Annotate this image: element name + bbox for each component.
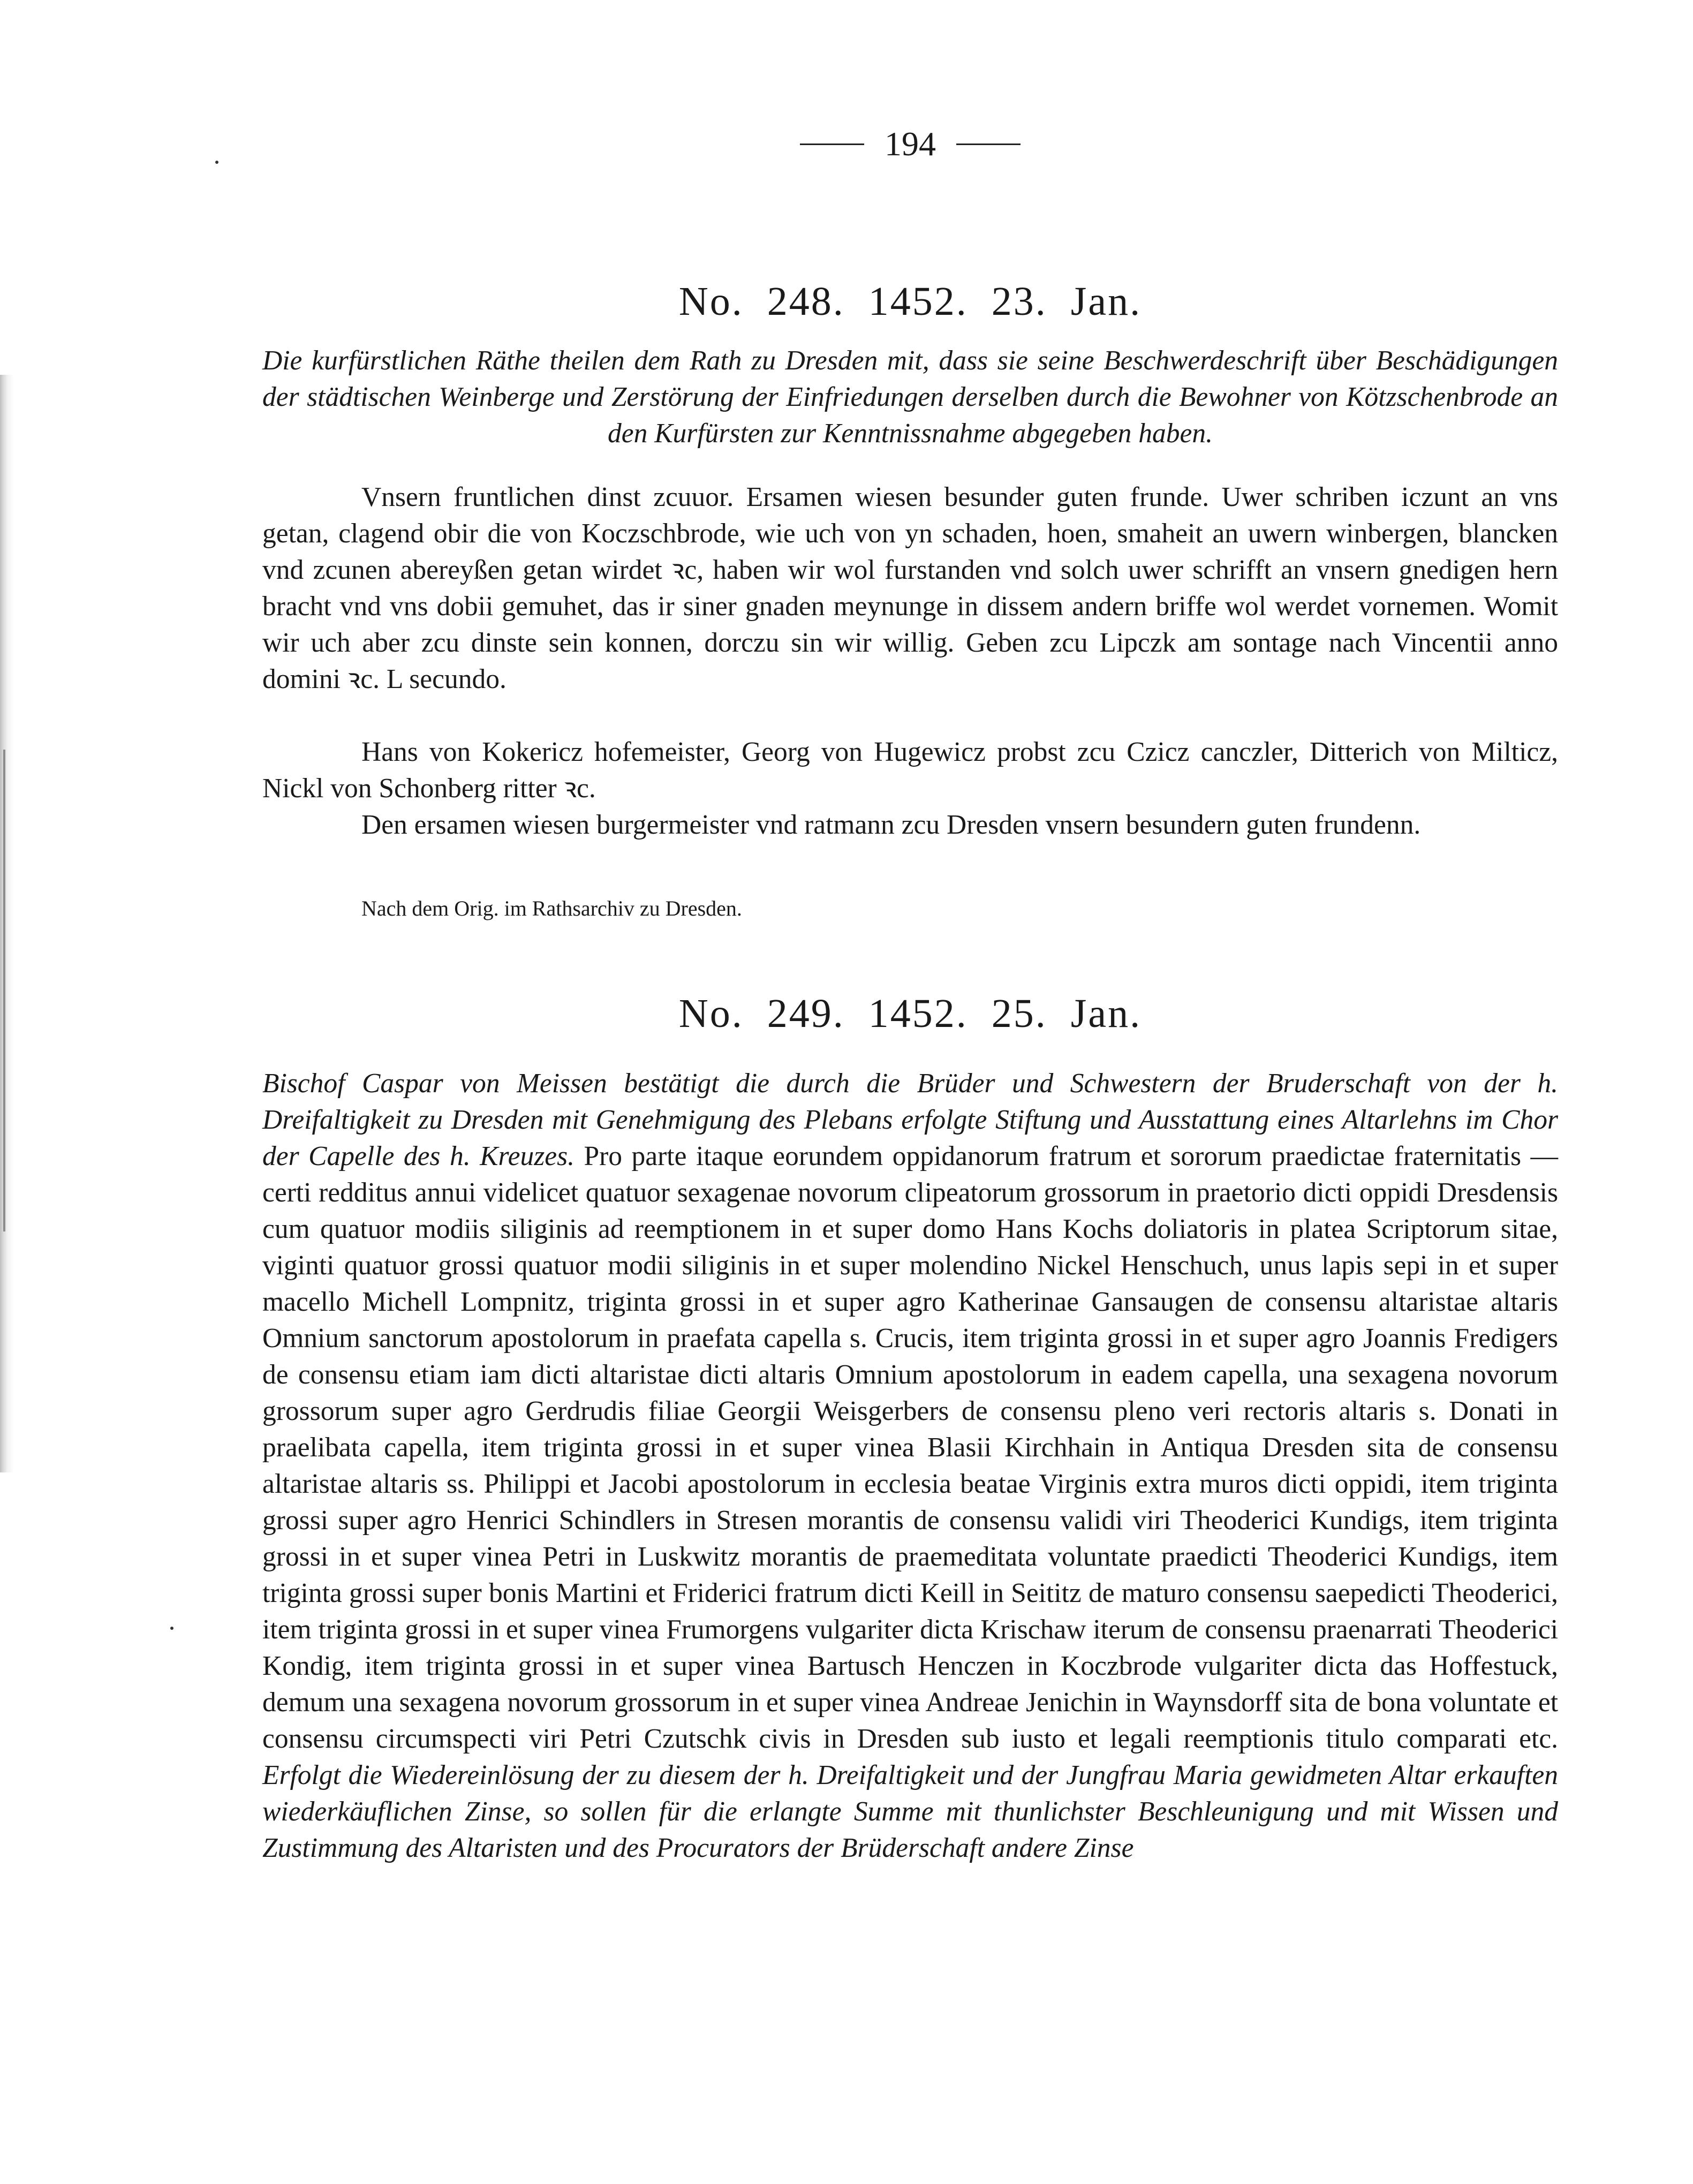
scan-edge-line xyxy=(3,750,5,1231)
document-248-paragraph-3: Den ersamen wiesen burgermeister vnd ratmann zcu Dresden vnsern besundern guten frundenn. xyxy=(361,810,1421,840)
document-248-paragraph-1: Vnsern fruntlichen dinst zcuuor. Ersamen wiesen besunder guten frunde. Uwer schriben iczunt an vns getan, clagend obir die von Koczschbrode, wie uch von yn schaden, hoen, smaheit an uwern winbergen, blancken vnd zcunen abereyßen getan wirdet ꝛc, haben wir wol furstanden vnd solch uwer schrifft an vnsern gnedigen hern bracht vnd vns dobii gemuhet, das ir siner gnaden meynunge in dissem andern briffe wol werdet vornemen. Womit wir uch aber zcu dinste sein konnen, dorczu sin wir willig. Geben zcu Lipczk am sontage nach Vincentii anno domini ꝛc. L secundo. xyxy=(262,482,1558,694)
header-rule-right xyxy=(956,143,1021,145)
document-248-summary: Die kurfürstlichen Räthe theilen dem Rath zu Dresden mit, dass sie seine Beschwerdeschrift über Beschädigungen der städtischen Weinberge und Zerstörung der Einfriedungen derselben durch die Bewohner von Kötzschenbrode an den Kurfürsten zur Kenntnissnahme abgegeben haben. xyxy=(262,345,1558,449)
document-page xyxy=(262,0,1558,2184)
page-number: 194 xyxy=(885,125,936,163)
document-249-summary: Bischof Caspar von Meissen bestätigt die durch die Brüder und Schwestern der Bruderschaft von der h. Dreifaltigkeit zu Dresden mit Genehmigung des Plebans erfolgte Stiftung und Ausstattung eines Altarlehns im Chor der Capelle des h. Kreuzes. xyxy=(262,1068,1558,1172)
document-249-closing: Erfolgt die Wiedereinlösung der zu diesem der h. Dreifaltigkeit und der Jungfrau Maria gewidmeten Altar erkauften wiederkäuflichen Zinse, so sollen für die erlangte Summe mit thunlichster Beschleunigung und mit Wissen und Zustimmung des Altaristen und des Procurators der Brüderschaft andere Zinse xyxy=(262,1760,1558,1863)
document-248-source-note: Nach dem Orig. im Rathsarchiv zu Dresden. xyxy=(361,896,742,920)
document-249-heading: No. 249. 1452. 25. Jan. xyxy=(678,991,1142,1036)
document-248-heading: No. 248. 1452. 23. Jan. xyxy=(678,279,1142,324)
page-header xyxy=(262,124,1558,164)
scan-speck xyxy=(215,161,218,164)
document-248-paragraph-2: Hans von Kokericz hofemeister, Georg von Hugewicz probst zcu Czicz canczler, Ditterich von Milticz, Nickl von Schonberg ritter ꝛc. xyxy=(262,737,1558,804)
document-249-text xyxy=(262,1065,1558,1866)
scan-edge-shadow xyxy=(0,375,14,1472)
header-rule-left xyxy=(800,143,864,145)
scan-speck xyxy=(170,1627,173,1630)
document-249-body: Pro parte itaque eorundem oppidanorum fratrum et sororum praedictae fraternitatis — certi redditus annui videlicet quatuor sexagenae novorum clipeatorum grossorum in praetorio dicti oppidi Dresdensis cum quatuor modiis siliginis ad reemptionem in et super domo Hans Kochs doliatoris in platea Scriptorum sitae, viginti quatuor grossi quatuor modii siliginis in et super molendino Nickel Henschuch, unus lapis sepi in et super macello Michell Lompnitz, triginta grossi in et super agro Katherinae Gansaugen de consensu altaristae altaris Omnium sanctorum apostolorum in praefata capella s. Crucis, item triginta grossi in et super agro Joannis Fredigers de consensu etiam iam dicti altaristae dicti altaris Omnium apostolorum in eadem capella, una sexagena novorum grossorum super agro Gerdrudis filiae Georgii Weisgerbers de consensu pleno veri rectoris altaris s. Donati in praelibata capella, item triginta grossi in et super vinea Blasii Kirchhain in Antiqua Dresden sita de consensu altaristae altaris ss. Philippi et Jacobi apostolorum in ecclesia beatae Virginis extra muros dicti oppidi, item triginta grossi super agro Henrici Schindlers in Stresen morantis de consensu validi viri Theoderici Kundigs, item triginta grossi in et super vinea Petri in Luskwitz morantis de praemeditata voluntate praedicti Theoderici Kundigs, item triginta grossi super bonis Martini et Friderici fratrum dicti Keill in Seititz de maturo consensu saepedicti Theoderici, item triginta grossi in et super vinea Frumorgens vulgariter dicta Krischaw iterum de consensu praenarrati Theoderici Kondig, item triginta grossi in et super vinea Bartusch Henczen in Koczbrode vulgariter dicta das Hoffestuck, demum una sexagena novorum grossorum in et super vinea Andreae Jenichin in Waynsdorff sita de bona voluntate et consensu circumspecti viri Petri Czutschk civis in Dresden sub iusto et legali reemptionis titulo comparati etc. xyxy=(262,1141,1558,1754)
